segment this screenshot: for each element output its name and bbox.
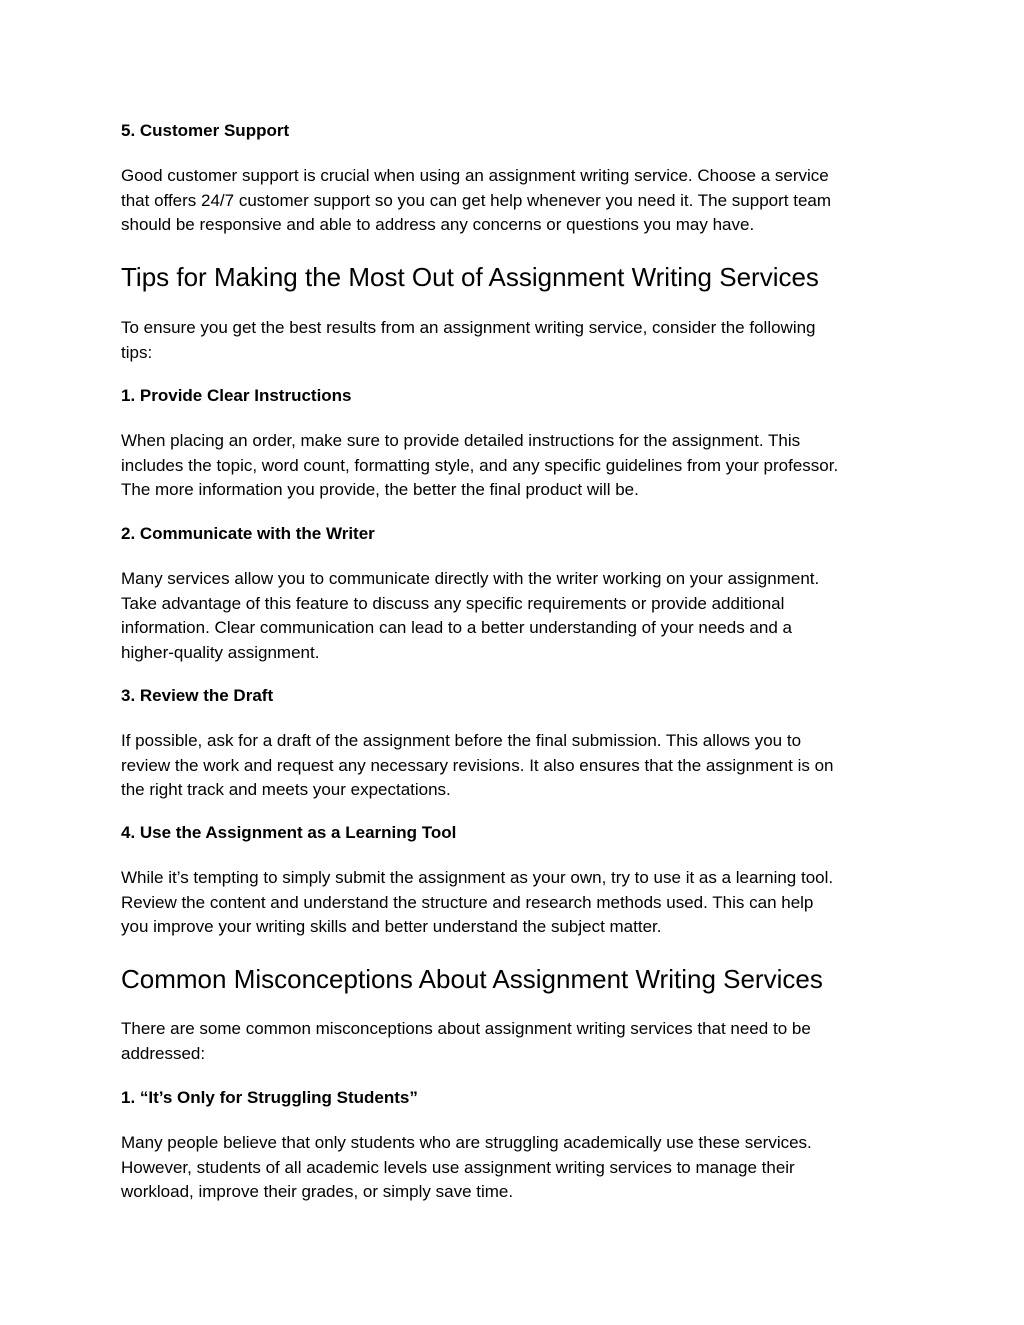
paragraph-line: Take advantage of this feature to discuss any specific requirements or provide additional: [121, 593, 785, 613]
paragraph-line: If possible, ask for a draft of the assignment before the final submission. This allows you to: [121, 731, 802, 750]
paragraph-line: When placing an order, make sure to provide detailed instructions for the assignment. This: [121, 431, 801, 450]
misconception-1-paragraph: [121, 1131, 812, 1205]
paragraph-line: Good customer support is crucial when using an assignment writing service. Choose a service: [121, 166, 829, 185]
paragraph-line: you improve your writing skills and better understand the subject matter.: [121, 917, 662, 936]
paragraph-line: There are some common misconceptions about assignment writing services that need to be: [121, 1019, 811, 1038]
paragraph-line: workload, improve their grades, or simply save time.: [121, 1182, 514, 1201]
misconceptions-section-heading: Common Misconceptions About Assignment Writing Services: [121, 964, 823, 994]
tip-4-heading: 4. Use the Assignment as a Learning Tool: [121, 823, 457, 842]
paragraph-line: Many people believe that only students who are struggling academically use these services.: [121, 1133, 812, 1152]
paragraph-line: review the work and request any necessary revisions. It also ensures that the assignment is on: [121, 755, 834, 775]
paragraph-line: tips:: [121, 342, 153, 362]
paragraph-line: However, students of all academic levels use assignment writing services to manage their: [121, 1157, 795, 1177]
paragraph-line: information. Clear communication can lead to a better understanding of your needs and a: [121, 618, 792, 637]
tip-1-heading: 1. Provide Clear Instructions: [121, 386, 352, 405]
customer-support-paragraph: [121, 164, 831, 238]
misconception-1-heading: 1. “It’s Only for Struggling Students”: [121, 1088, 418, 1107]
paragraph-line: should be responsive and able to address any concerns or questions you may have.: [121, 215, 755, 234]
tip-4-paragraph: [121, 866, 833, 940]
tip-2-paragraph: [121, 567, 819, 665]
paragraph-line: Many services allow you to communicate directly with the writer working on your assignment.: [121, 569, 820, 588]
misconceptions-intro-paragraph: [121, 1017, 811, 1066]
paragraph-line: The more information you provide, the better the final product will be.: [121, 480, 639, 499]
customer-support-heading: 5. Customer Support: [121, 121, 290, 140]
paragraph-line: that offers 24/7 customer support so you can get help whenever you need it. The support team: [121, 190, 832, 210]
paragraph-line: While it’s tempting to simply submit the assignment as your own, try to use it as a learning tool.: [121, 868, 834, 887]
tip-3-heading: 3. Review the Draft: [121, 686, 274, 705]
paragraph-line: Review the content and understand the structure and research methods used. This can help: [121, 892, 814, 912]
tips-intro-paragraph: [121, 316, 816, 365]
paragraph-line: addressed:: [121, 1043, 206, 1063]
paragraph-line: the right track and meets your expectations.: [121, 780, 451, 799]
paragraph-line: higher-quality assignment.: [121, 642, 320, 662]
paragraph-line: includes the topic, word count, formatting style, and any specific guidelines from your professor.: [121, 455, 839, 475]
tip-1-paragraph: [121, 429, 838, 503]
tip-3-paragraph: [121, 729, 833, 803]
tip-2-heading: 2. Communicate with the Writer: [121, 524, 375, 543]
paragraph-line: To ensure you get the best results from an assignment writing service, consider the following: [121, 318, 816, 337]
tips-section-heading: Tips for Making the Most Out of Assignment Writing Services: [121, 262, 819, 292]
